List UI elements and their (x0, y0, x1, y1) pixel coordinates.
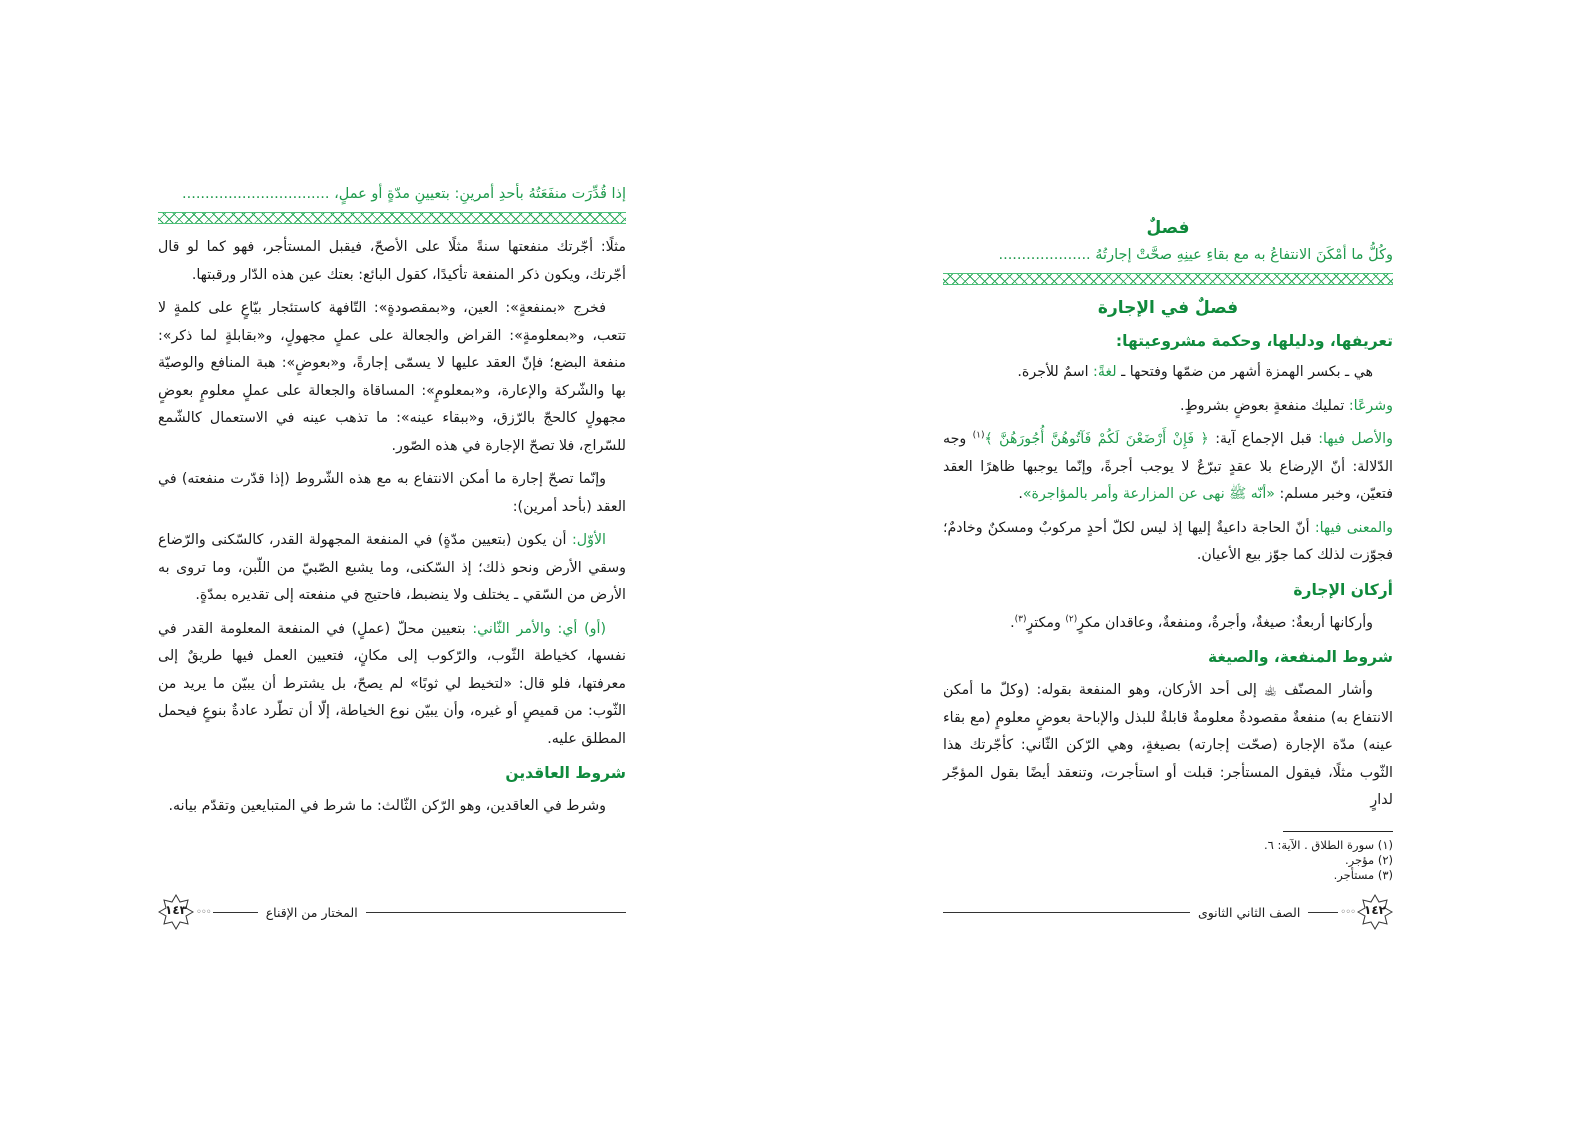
footnote-ref[interactable]: (٢) (1065, 613, 1078, 624)
keyword: والمعنى فيها: (1314, 519, 1393, 536)
hadith-quote: «أنّه ﷺ نهى عن المزارعة وأمر بالمؤاجرة» (1022, 486, 1275, 502)
paragraph-text: . (1018, 486, 1023, 502)
page-number-badge (158, 894, 194, 930)
keyword: والأصل فيها: (1318, 431, 1393, 447)
running-head-dots: ................................ (182, 186, 330, 202)
paragraph (943, 359, 1393, 387)
section-heading: تعريفها، ودليلها، وحكمة مشروعيتها: (1115, 332, 1393, 350)
paragraph-text: بتعيين محلّ (عملٍ) في المنفعة المعلومة القدر في نفسها، كخياطة الثّوب، والرّكوب إلى مكانٍ، فتعيين العمل فيها طريقٌ إلى معرفتها، فلو قال: «لتخيط لي ثوبًا» لم يصحّ، بل يشترط أن يبيّن ما يريد من الثّوب: من قميصٍ أو غيره، وأن يبيّن نوع الخياطة، إلّا أن تطّرد عادةٌ بنوعٍ فيحمل المطلق عليه. (158, 620, 626, 747)
book-title: المختار من الإقناع (265, 904, 358, 920)
right-page (943, 215, 1393, 930)
section-heading: أركان الإجارة (1293, 580, 1393, 599)
paragraph (158, 527, 626, 610)
running-head-text: وكُلُّ ما أمْكَنَ الانتفاعُ به مع بقاءِ عينِهِ صحَّتْ إجارتُهُ (1090, 247, 1393, 263)
paragraph-text: هي ـ بكسر الهمزة أشهر من ضمّها وفتحها ـ (1116, 364, 1373, 380)
paragraph-text: أنّ الحاجة داعيةٌ إليها إذ ليس لكلّ أحدٍ مركوبٌ ومسكنٌ وخادمٌ؛ فجوّزت لذلك كما جوّز بيع الأعيان. (943, 519, 1393, 563)
running-head-text: إذا قُدِّرَت منفَعَتُهُ بأحدِ أمرينِ: بتعيينِ مدّةٍ أو عملٍ، (329, 186, 626, 202)
grade-title: الصف الثاني الثانوى (1197, 904, 1301, 920)
footer-rule (1308, 912, 1338, 913)
footnote: (٢) مؤجر. (1344, 852, 1393, 867)
footnote-separator (1283, 831, 1393, 832)
paragraph: وأشار المصنّف ﵀ إلى أحد الأركان، وهو المنفعة بقوله: (وكلّ ما أمكن الانتفاع به) منفعةٌ مقصودةٌ معلومةٌ قابلةٌ للبذل والإباحة بعوضٍ معلومٍ (مع بقاء عينه) مدّة الإجارة (صحّت إجارته) بصيغةٍ، وهي الرّكن الثّاني: كأجّرتك هذا الثّوب مثلًا، فيقول المستأجر: قبلت أو استأجرت، وتنعقد أيضًا بقول المؤجّر لدارٍ (943, 682, 1393, 808)
decorative-chain-border (943, 273, 1393, 285)
footer-rule (366, 912, 626, 913)
chapter-title: فصلٌ في الإجارة (1097, 298, 1239, 318)
paragraph: فخرج «بمنفعةٍ»: العين، و«بمقصودةٍ»: التّافهة كاستئجار بيّاعٍ على كلمةٍ لا تتعب، و«بمعلومةٍ»: القراض والجعالة على عملٍ مجهولٍ، و«بقابلةٍ لما ذكر»: منفعة البضع؛ فإنّ العقد عليها لا يسمّى إجارةً، و«بعوضٍ»: هبة المنافع والوصيّة بها والشّركة والإعارة، و«بمعلومٍ»: المساقاة والجعالة على عملٍ معلومٍ بعوضٍ مجهولٍ كالحجّ بالرّزق، و«ببقاء عينه»: ما تذهب عينه في الاستعمال كالشّمع للسّراج، فلا تصحّ الإجارة في هذه الصّور. (158, 300, 626, 454)
footnote: (٣) مستأجر. (1333, 867, 1393, 882)
keyword: لغةً: (1093, 364, 1117, 380)
footnote: (١) سورة الطلاق . الآية: ٦. (1263, 837, 1393, 852)
paragraph (943, 426, 1393, 509)
footer-rule (213, 912, 258, 913)
page-footer (943, 894, 1393, 930)
running-head-dots: .................... (998, 247, 1091, 263)
section-heading: شروط العاقدين (505, 764, 626, 782)
paragraph-text: تمليك منفعةٍ بعوضٍ بشروطٍ. (1180, 397, 1349, 414)
paragraph-text: وأركانها أربعةٌ: صيغةٌ، وأجرةٌ، ومنفعةٌ، وعاقدان مكرٍ (1077, 614, 1373, 631)
keyword: (أو) أي: والأمر الثّاني: (472, 620, 606, 637)
paragraph-text: اسمٌ للأجرة. (1017, 364, 1094, 380)
paragraph-text: وجه الدّلالة: أنّ الإرضاع بلا عقدٍ تبرّعٌ لا يوجب أجرةً، وإنّما يوجبها ظاهرًا العقد فتعيّن، وخبر مسلم: (943, 431, 1393, 502)
paragraph: مثلًا: أجّرتك منفعتها سنةً مثلًا على الأصحّ، فيقبل المستأجر، فهو كما لو قال أجّرتك، ويكون ذكر المنفعة تأكيدًا، كقول البائع: بعتك عين هذه الدّار ورقبتها. (158, 239, 626, 283)
page-number: ١٤٣ (165, 903, 187, 917)
footnote-ref[interactable]: (٣) (1014, 613, 1027, 624)
paragraph (158, 616, 626, 754)
keyword: وشرعًا: (1348, 397, 1393, 414)
paragraph (943, 393, 1393, 421)
footer-rule (943, 912, 1190, 913)
paragraph: وإنّما تصحّ إجارة ما أمكن الانتفاع به مع هذه الشّروط (إذا قدّرت منفعته) في العقد (بأحد أمرين): (158, 471, 626, 515)
keyword: الأوّل: (572, 532, 606, 548)
paragraph: وشرط في العاقدين، وهو الرّكن الثّالث: ما شرط في المتبايعين وتقدّم بيانه. (168, 798, 606, 814)
page-number: ١٤٢ (1364, 903, 1386, 917)
paragraph (943, 515, 1393, 570)
section-heading: شروط المنفعة، والصيغة (1208, 648, 1393, 666)
paragraph-text: أن يكون (بتعيين مدّةٍ) في المنفعة المجهولة القدر، كالسّكنى والرّضاع وسقي الأرض ونحو ذلك؛ إذ السّكنى، وما يشبع الصّبيّ من اللّبن، وما تروى به الأرض من السّقي ـ يختلف ولا ينضبط، فاحتيج في منفعته إلى تقديره بمدّةٍ. (158, 532, 626, 603)
paragraph-text: . (1010, 614, 1015, 631)
page-footer (158, 894, 626, 930)
paragraph-text: ومكترٍ (1026, 614, 1066, 631)
left-page (158, 180, 626, 930)
section-title: فصلٌ (1146, 218, 1190, 238)
ornament-icon: ◦◦◦ (1340, 906, 1355, 918)
running-head (158, 180, 626, 208)
paragraph-text: قبل الإجماع آية: (1208, 431, 1319, 447)
footnote-ref[interactable]: (١) (972, 430, 985, 441)
paragraph (943, 610, 1393, 638)
running-head (943, 241, 1393, 269)
ornament-icon: ◦◦◦ (196, 906, 211, 918)
page-number-badge (1357, 894, 1393, 930)
decorative-chain-border (158, 212, 626, 224)
quran-verse: ﴿ فَإِنْ أَرْضَعْنَ لَكُمْ فَآتُوهُنَّ أُجُورَهُنَّ ﴾ (984, 431, 1209, 447)
